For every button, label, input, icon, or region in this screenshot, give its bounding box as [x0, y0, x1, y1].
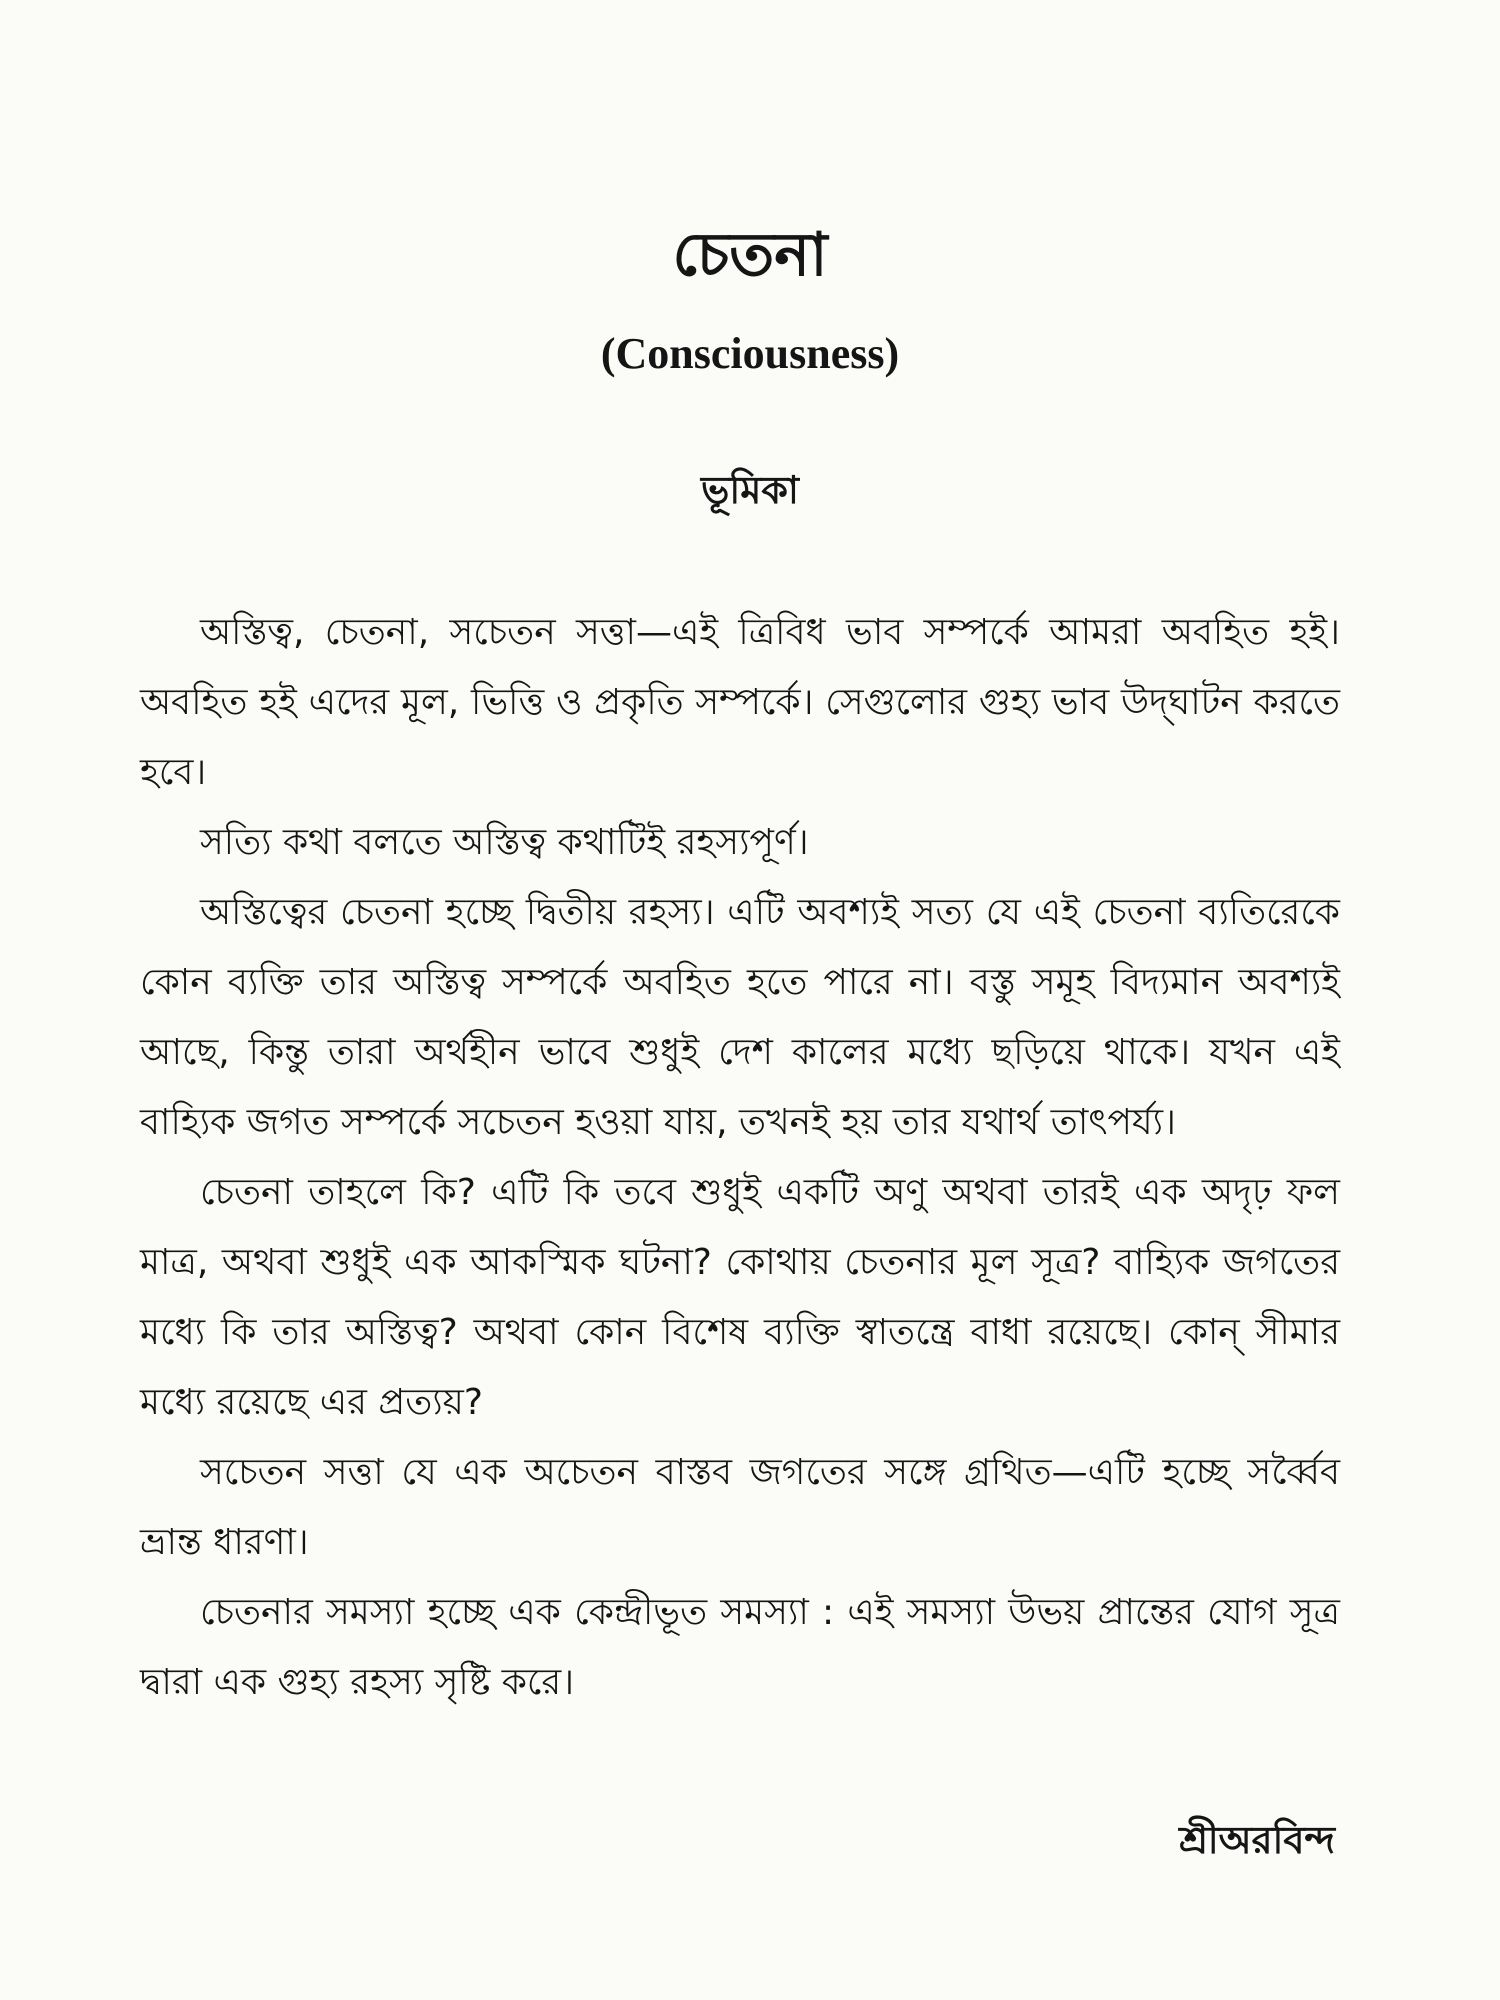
page-subtitle: (Consciousness): [600, 329, 900, 378]
paragraph-6: চেতনার সমস্যা হচ্ছে এক কেন্দ্রীভূত সমস্যা : এই সমস্যা উভয় প্রান্তের যোগ সূত্র দ্বারা এক গুহ্য রহস্য সৃষ্টি করে।: [140, 1592, 1340, 1703]
author-signature: শ্রীঅরবিন্দ: [1179, 1818, 1335, 1862]
paragraph-4: চেতনা তাহলে কি? এটি কি তবে শুধুই একটি অণু অথবা তারই এক অদৃঢ় ফল মাত্র, অথবা শুধুই এক আকস্মিক ঘটনা? কোথায় চেতনার মূল সূত্র? বাহ্যিক জগতের মধ্যে কি তার অস্তিত্ব? অথবা কোন বিশেষ ব্যক্তি স্বাতন্ত্রে বাধা রয়েছে। কোন্ সীমার মধ্যে রয়েছে এর প্রত্যয়?: [140, 1172, 1340, 1423]
body-text: [140, 598, 1340, 1718]
paragraph-5: সচেতন সত্তা যে এক অচেতন বাস্তব জগতের সঙ্গে গ্রথিত—এটি হচ্ছে সর্ব্বৈব ভ্রান্ত ধারণা।: [140, 1452, 1340, 1563]
paragraph-3: অস্তিত্বের চেতনা হচ্ছে দ্বিতীয় রহস্য। এটি অবশ্যই সত্য যে এই চেতনা ব্যতিরেকে কোন ব্যক্তি তার অস্তিত্ব সম্পর্কে অবহিত হতে পারে না। বস্তু সমূহ বিদ্যমান অবশ্যই আছে, কিন্তু তারা অর্থহীন ভাবে শুধুই দেশ কালের মধ্যে ছড়িয়ে থাকে। যখন এই বাহ্যিক জগত সম্পর্কে সচেতন হওয়া যায়, তখনই হয় তার যথার্থ তাৎপর্য্য।: [140, 892, 1340, 1143]
page-title: চেতনা: [672, 220, 828, 290]
section-heading: ভূমিকা: [701, 468, 799, 512]
paragraph-1: অস্তিত্ব, চেতনা, সচেতন সত্তা—এই ত্রিবিধ ভাব সম্পর্কে আমরা অবহিত হই। অবহিত হই এদের মূল, ভিত্তি ও প্রকৃতি সম্পর্কে। সেগুলোর গুহ্য ভাব উদ্‌ঘাটন করতে হবে।: [140, 612, 1340, 793]
paragraph-2: সত্যি কথা বলতে অস্তিত্ব কথাটিই রহস্যপূর্ণ।: [200, 822, 809, 863]
